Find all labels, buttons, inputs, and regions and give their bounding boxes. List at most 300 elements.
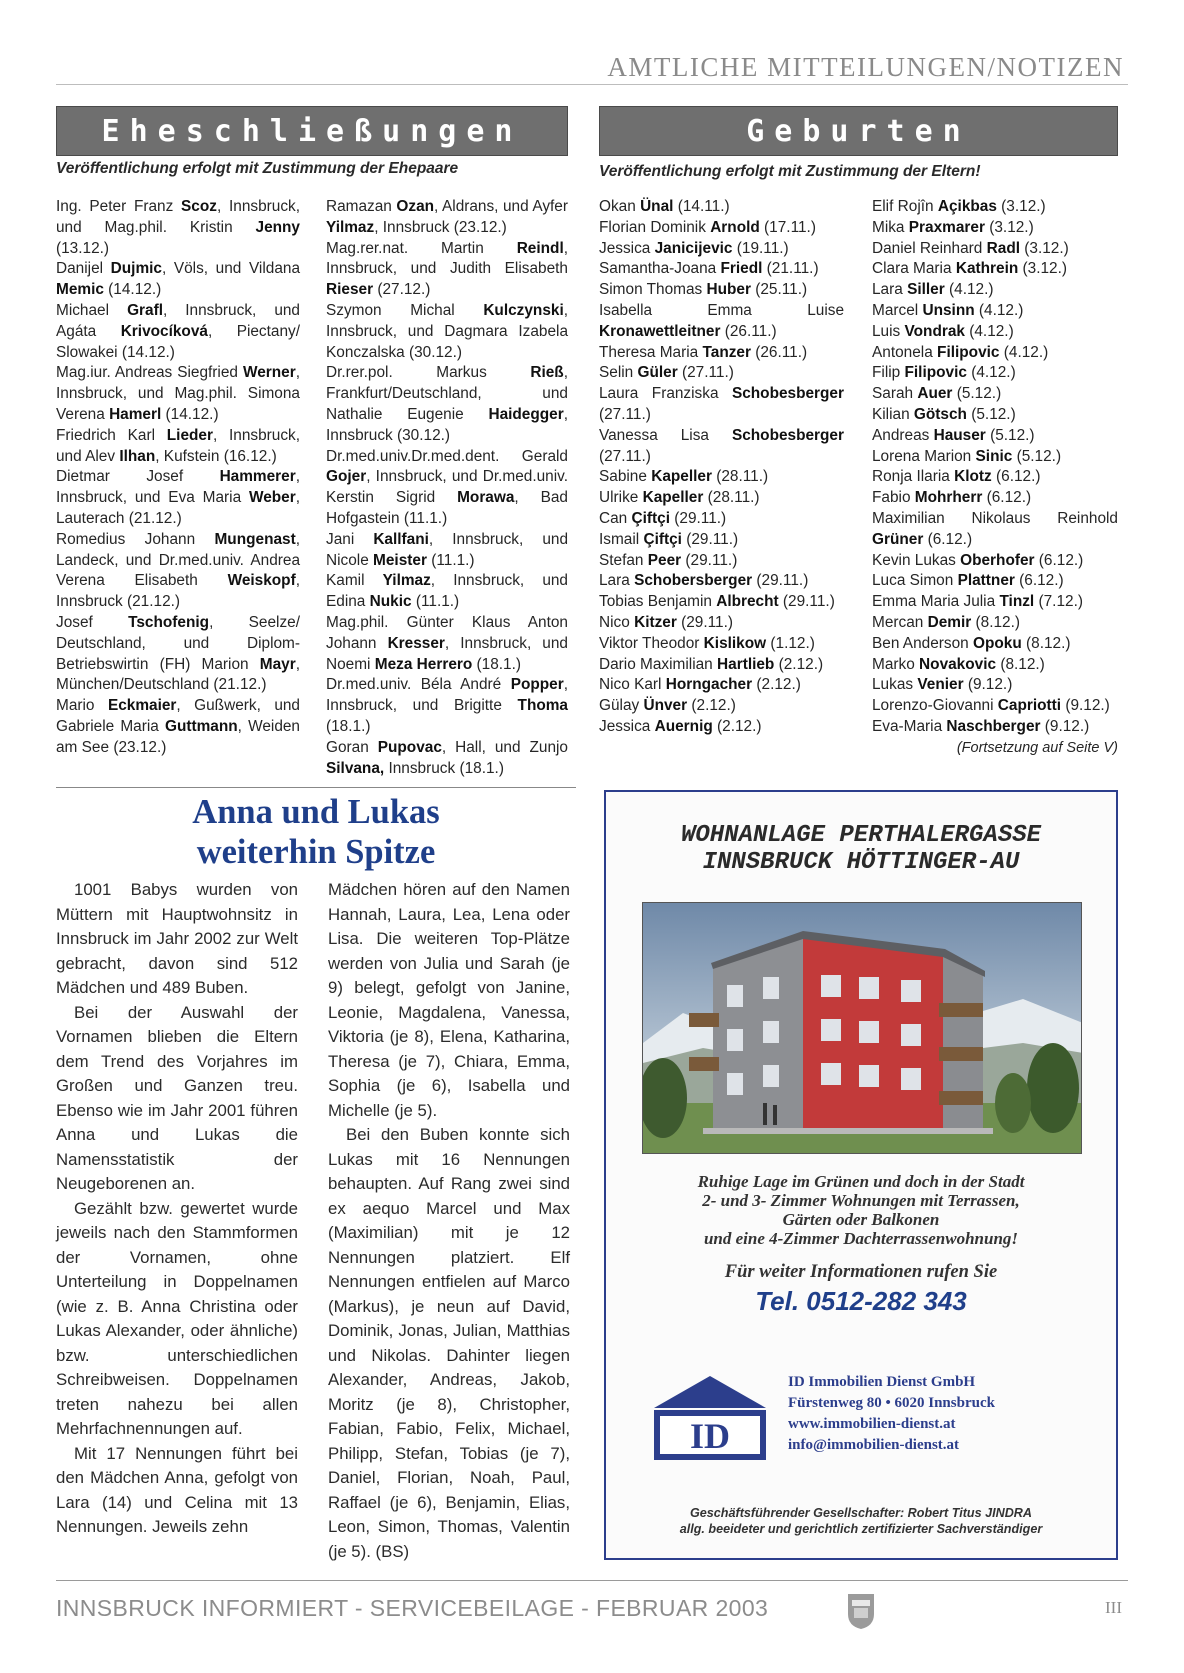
name-text: (19.11.) (732, 239, 789, 257)
surname: Reindl (516, 239, 564, 257)
name-text: Andreas (872, 426, 934, 444)
surname: Hamerl (109, 405, 162, 423)
name-entry (872, 675, 1118, 696)
name-entry (872, 363, 1118, 384)
surname: Tanzer (702, 343, 751, 361)
name-text: , Piectany/ Slowakei (14.12.) (56, 322, 300, 361)
article-column-1 (56, 878, 298, 1540)
name-text: (11.1.) (426, 551, 475, 569)
name-text: (2.12.) (687, 697, 736, 715)
name-text: Lara (872, 281, 908, 299)
name-text: Kilian (872, 405, 914, 423)
name-text: Samantha-Joana (599, 260, 721, 278)
name-text: Marko (872, 655, 920, 673)
surname: Radl (986, 239, 1021, 257)
surname: Götsch (913, 405, 967, 423)
name-text: Dr.med.univ.Dr.med.dent. Gerald (326, 447, 568, 465)
name-text: (8.12.) (971, 613, 1020, 631)
births-column-1 (599, 197, 844, 738)
company-website[interactable]: www.immobilien-dienst.at (788, 1416, 956, 1432)
name-text: , Hall, und Zunjo (441, 738, 568, 756)
surname: Huber (706, 281, 751, 299)
name-entry (599, 530, 844, 551)
name-text: Vanessa Lisa (599, 426, 732, 444)
name-entry (599, 551, 844, 572)
surname: Janicijevic (654, 239, 733, 257)
surname: Güler (637, 364, 678, 382)
city-crest-icon (846, 1592, 876, 1630)
article-headline-line-2: weiterhin Spitze (196, 833, 436, 871)
surname: Weber (248, 489, 296, 507)
surname: Friedl (720, 260, 763, 278)
real-estate-ad (604, 790, 1118, 1560)
name-entry (599, 259, 844, 280)
ad-feature-line: 2- und 3- Zimmer Wohnungen mit Terrassen, (702, 1191, 1020, 1210)
name-entry (872, 447, 1118, 468)
name-text: , Landeck, und Dr.med.univ. Andrea Verena Elisabeth (56, 530, 300, 590)
name-entry (56, 197, 300, 259)
name-text: (6.12.) (982, 489, 1032, 507)
births-heading: Geburten (599, 106, 1118, 156)
name-entry (872, 717, 1118, 738)
name-text: Daniel Reinhard (872, 239, 987, 257)
name-text: , Innsbruck, und Brigitte (326, 676, 568, 715)
name-text: Ronja Ilaria (872, 468, 955, 486)
name-entry (872, 571, 1118, 592)
surname: Scoz (181, 198, 217, 215)
name-text: Gülay (599, 697, 644, 715)
name-text: Fabio (872, 489, 915, 507)
name-text: (13.12.) (56, 239, 110, 257)
article-paragraph: Mädchen hören auf den Namen Hannah, Laura, Lea, Lena oder Lisa. Die weiteren Top-Plätze werden von Julia und Sarah (je 9) belegt, gefolgt von Janine, Leonie, Magdalena, Vanessa, Viktoria (je 8), Elena, Katharina, Theresa (je 7), Chiara, Emma, Sophia (je 6), Isabella und Michelle (je 5). (328, 880, 570, 1120)
name-text: (28.11.) (711, 468, 769, 486)
surname: Açikbas (937, 198, 997, 215)
surname: Meister (373, 551, 427, 569)
name-text: (4.12.) (964, 322, 1014, 340)
building-photo (642, 902, 1082, 1154)
name-entry (326, 447, 568, 530)
name-text: (3.12.) (984, 218, 1034, 236)
article-paragraph: Gezählt bzw. gewertet wurde jeweils nach den Stammformen der Vornamen, ohne Unterteilung in Doppelnamen (wie z. B. Anna Christina oder Lukas Alexander, oder ähnliche) bzw. unterschiedlichen Schreibweisen. Doppelnamen treten nahezu bei allen Mehrfachnennungen auf. (56, 1198, 298, 1438)
ad-title-line-1: WOHNANLAGE PERTHALERGASSE (680, 822, 1042, 849)
name-text: Can (599, 509, 632, 527)
marriages-column-1 (56, 197, 300, 759)
surname: Weiskopf (227, 572, 296, 590)
name-entry (872, 551, 1118, 572)
name-text: Stefan (599, 551, 648, 569)
id-immobilien-logo (650, 1372, 770, 1464)
surname: Horngacher (665, 676, 753, 694)
surname: Praxmarer (908, 218, 985, 236)
article-paragraph: Bei der Auswahl der Vornamen blieben die Eltern dem Trend des Vorjahres im Großen und Ganzen treu. Ebenso wie im Jahr 2001 führen Anna und Lukas die Namensstatistik der Neugeborenen an. (56, 1002, 298, 1193)
surname: Dujmic (110, 260, 162, 278)
name-text: Luca Simon (872, 572, 958, 590)
name-entry (599, 467, 844, 488)
surname: Kapeller (651, 468, 712, 486)
article-paragraph: 1001 Babys wurden von Müttern mit Hauptwohnsitz in Innsbruck im Jahr 2002 zur Welt gebracht, davon sind 512 Mädchen und 489 Buben. (56, 880, 298, 997)
name-entry (56, 259, 300, 301)
name-text: Ulrike (599, 489, 643, 507)
surname: Naschberger (946, 717, 1041, 735)
name-text: Florian Dominik (599, 218, 711, 236)
name-text: Simon Thomas (599, 281, 707, 299)
name-text: , Innsbruck, und Eva Maria (56, 468, 300, 507)
name-text: (5.12.) (1012, 447, 1062, 465)
name-entry (56, 426, 300, 468)
name-text: (6.12.) (923, 530, 973, 548)
name-text: Dietmar Josef (56, 468, 220, 486)
name-text: Szymon Michal (326, 301, 484, 319)
logo-text: ID (689, 1416, 731, 1456)
surname: Demir (927, 613, 972, 631)
surname: Haidegger (488, 405, 564, 423)
name-text: (17.11.) (759, 218, 816, 236)
surname: Hartlieb (717, 655, 775, 673)
marriages-column-2 (326, 197, 568, 779)
surname: Schobesberger (731, 426, 844, 444)
surname: Capriotti (997, 697, 1062, 715)
name-text: (18.1.) (326, 717, 371, 735)
name-text: Ramazan (326, 198, 397, 215)
name-text: , Innsbruck, und Agáta (56, 301, 300, 340)
name-text: (6.12.) (1034, 551, 1084, 569)
name-entry (599, 655, 844, 676)
page-section-title: AMTLICHE MITTEILUNGEN/NOTIZEN (607, 52, 1124, 82)
surname: Yilmaz (326, 218, 375, 236)
surname: Albrecht (716, 593, 779, 611)
article-column-2 (328, 878, 570, 1564)
name-text: Eva-Maria (872, 717, 947, 735)
name-text: , Innsbruck (30.12.) (326, 405, 568, 444)
name-text: , Innsbruck, und Dr.med.univ. Kerstin Sigrid (326, 468, 568, 507)
name-text: (28.11.) (703, 489, 760, 507)
ad-phone[interactable]: Tel. 0512-282 343 (755, 1286, 967, 1316)
name-text: (21.11.) (762, 260, 819, 278)
name-text: Lukas (872, 676, 918, 694)
name-text: Ben Anderson (872, 634, 973, 652)
name-text: , Innsbruck, und Alev (56, 426, 300, 465)
surname: Memic (56, 281, 104, 299)
ad-features (616, 1172, 1106, 1248)
name-entry (599, 343, 844, 364)
name-text: Kamil (326, 572, 383, 590)
name-text: Kevin Lukas (872, 551, 961, 569)
footer-divider (56, 1580, 1128, 1581)
surname: Grüner (872, 530, 924, 548)
name-entry (872, 509, 1118, 551)
name-text: , Völs, und Vildana (161, 260, 301, 278)
name-text: , Innsbruck (23.12.) (374, 218, 507, 236)
surname: Oberhofer (960, 551, 1035, 569)
name-text: (26.11.) (720, 322, 777, 340)
name-entry (56, 301, 300, 363)
name-entry (872, 696, 1118, 717)
name-entry (599, 488, 844, 509)
surname: Vondrak (904, 322, 965, 340)
ad-title (606, 822, 1116, 876)
name-text: Mag.iur. Andreas Siegfried (56, 364, 243, 382)
surname: Filipovic (937, 343, 1000, 361)
name-entry (599, 280, 844, 301)
name-text: (4.12.) (966, 364, 1016, 382)
surname: Nukic (369, 593, 412, 611)
company-email[interactable]: info@immobilien-dienst.at (788, 1437, 960, 1453)
name-text: (8.12.) (1021, 634, 1071, 652)
surname: Venier (917, 676, 964, 694)
surname: Çiftçi (631, 509, 670, 527)
name-text: , Innsbruck, und Mag.phil. Simona Verena (56, 364, 300, 423)
name-text: Clara Maria (872, 260, 956, 278)
surname: Siller (907, 281, 945, 299)
name-text: Romedius Johann (56, 530, 215, 548)
name-text: (4.12.) (944, 281, 994, 299)
name-text: Dr.rer.pol. Markus (326, 364, 531, 382)
name-text: Ing. Peter Franz (56, 198, 182, 215)
surname: Sinic (975, 447, 1013, 465)
name-text: (9.12.) (963, 676, 1013, 694)
article-headline (56, 792, 576, 872)
name-text: (6.12.) (1014, 572, 1064, 590)
name-text: (3.12.) (1018, 260, 1068, 278)
name-text: (2.12.) (774, 655, 824, 673)
name-text: Laura Franziska (599, 385, 732, 403)
surname: Lieder (166, 426, 213, 444)
name-text: (29.11.) (681, 530, 739, 548)
ad-legal-line-1: Geschäftsführender Gesellschafter: Robert Titus JINDRA (690, 1506, 1032, 1520)
name-entry (599, 675, 844, 696)
name-text: Dario Maximilian (599, 655, 718, 673)
surname: Plattner (957, 572, 1015, 590)
surname: Kallfani (373, 530, 429, 548)
name-entry (599, 592, 844, 613)
name-entry (872, 239, 1118, 260)
surname: Tschofenig (128, 613, 210, 631)
surname: Ünver (643, 697, 688, 715)
name-entry (872, 280, 1118, 301)
name-text: Friedrich Karl (56, 426, 167, 444)
name-text: (27.11.) (677, 364, 734, 382)
name-text: Elif Rojîn (872, 198, 938, 215)
surname: Auernig (654, 717, 713, 735)
name-text: , Innsbruck, und Mag.phil. Kristin (56, 198, 300, 236)
name-text: , Aldrans, und Ayfer (434, 198, 568, 215)
name-entry (326, 738, 568, 780)
surname: Krivocíková (120, 322, 208, 340)
continuation-note: (Fortsetzung auf Seite V) (956, 739, 1118, 756)
name-entry (599, 717, 844, 738)
name-entry (56, 363, 300, 425)
surname: Novakovic (919, 655, 997, 673)
name-entry (872, 655, 1118, 676)
surname: Rieß (530, 364, 564, 382)
name-text: (29.11.) (676, 613, 734, 631)
name-text: Dr.med.univ. Béla André (326, 676, 511, 694)
name-text: , Weiden am See (23.12.) (56, 717, 300, 756)
name-entry (599, 613, 844, 634)
name-text: Isabella Emma Luise (599, 301, 844, 319)
name-text: (2.12.) (712, 717, 762, 735)
name-entry (599, 384, 844, 426)
surname: Rieser (326, 281, 374, 299)
name-text: (1.12.) (766, 634, 815, 652)
name-entry (326, 571, 568, 613)
name-text: (6.12.) (991, 468, 1041, 486)
name-text: (3.12.) (1020, 239, 1069, 257)
name-entry (326, 363, 568, 446)
name-entry (326, 613, 568, 675)
name-text: Lara (599, 572, 635, 590)
name-entry (872, 259, 1118, 280)
name-text: Mario (56, 697, 108, 715)
article-paragraph: Mit 17 Nennungen führt bei den Mädchen Anna, gefolgt von Lara (14) und Celina mit 13 Nennungen. Jeweils zehn (56, 1443, 298, 1536)
name-text: , Lauterach (21.12.) (56, 489, 300, 527)
surname: Ünal (640, 198, 674, 215)
name-text: Viktor Theodor (599, 634, 704, 652)
name-entry (599, 634, 844, 655)
surname: Ozan (396, 198, 435, 215)
surname: Yilmaz (382, 572, 431, 590)
name-text: Tobias Benjamin (599, 593, 717, 611)
name-entry (599, 696, 844, 717)
name-text: , Innsbruck, und Dagmara Izabela Konczalska (30.12.) (326, 301, 568, 361)
surname: Hammerer (219, 468, 296, 486)
surname: Werner (242, 364, 296, 382)
name-text: (8.12.) (996, 655, 1045, 673)
marriages-heading: Eheschließungen (56, 106, 568, 156)
name-entry (872, 197, 1118, 218)
name-text: Jessica (599, 239, 655, 257)
surname: Eckmaier (107, 697, 177, 715)
name-text: (29.11.) (778, 593, 835, 611)
name-entry (872, 301, 1118, 322)
article-headline-line-1: Anna und Lukas (192, 793, 440, 831)
name-text: , Innsbruck, und Noemi (326, 634, 568, 673)
name-text: Antonela (872, 343, 938, 361)
company-name: ID Immobilien Dienst GmbH (788, 1374, 976, 1390)
ad-info-text: Für weiter Informationen rufen Sie (724, 1262, 998, 1282)
name-entry (56, 696, 300, 758)
name-entry (872, 218, 1118, 239)
surname: Klotz (954, 468, 992, 486)
ad-feature-line: und eine 4-Zimmer Dachterrassenwohnung! (703, 1229, 1019, 1248)
name-entry (599, 571, 844, 592)
name-entry (872, 634, 1118, 655)
name-text: (27.11.) (599, 405, 651, 423)
surname: Mungenast (214, 530, 296, 548)
surname: Auer (917, 385, 953, 403)
name-entry (599, 218, 844, 239)
company-contact (788, 1372, 995, 1456)
surname: Hauser (933, 426, 986, 444)
name-entry (326, 675, 568, 737)
surname: Arnold (710, 218, 760, 236)
surname: Mohrherr (914, 489, 983, 507)
name-text: Mercan (872, 613, 928, 631)
name-text: Filip (872, 364, 905, 382)
name-entry (872, 467, 1118, 488)
surname: Kislikow (703, 634, 767, 652)
name-text: (14.11.) (673, 198, 730, 215)
name-text: (4.12.) (999, 343, 1049, 361)
surname: Kapeller (642, 489, 704, 507)
name-text: Nico (599, 613, 635, 631)
marriages-subtitle: Veröffentlichung erfolgt mit Zustimmung der Ehepaare (56, 160, 459, 177)
surname: Meza Herrero (374, 655, 473, 673)
name-text: , Seelze/ Deutschland, und Diplom-Betriebswirtin (FH) Marion (56, 613, 300, 673)
name-entry (872, 343, 1118, 364)
name-text: Luis (872, 322, 905, 340)
section-divider (56, 787, 576, 788)
surname: Jenny (255, 218, 300, 236)
name-text: (27.11.) (599, 447, 651, 465)
name-text: , Bad Hofgastein (11.1.) (326, 489, 568, 527)
name-text: Jani (326, 530, 374, 548)
name-text: Selin (599, 364, 638, 382)
name-text: , Gußwerk, und Gabriele Maria (56, 697, 300, 735)
name-text: (14.12.) (161, 405, 219, 423)
name-entry (872, 384, 1118, 405)
surname: Pupovac (377, 738, 442, 756)
surname: Mayr (259, 655, 296, 673)
name-text: (14.12.) (103, 281, 162, 299)
name-text: (3.12.) (996, 198, 1046, 215)
name-entry (872, 405, 1118, 426)
surname: Kronawettleitner (599, 322, 721, 340)
surname: Unsinn (922, 301, 975, 319)
name-text: , Innsbruck, und Edina (326, 572, 568, 611)
name-text: Michael (56, 301, 128, 319)
surname: Gojer (326, 468, 367, 486)
header-divider (56, 84, 1128, 85)
ad-feature-line: Ruhige Lage im Grünen und doch in der Stadt (697, 1172, 1025, 1191)
name-entry (326, 197, 568, 239)
surname: Grafl (127, 301, 163, 319)
name-entry (872, 613, 1118, 634)
article-paragraph: Bei den Buben konnte sich Lukas mit 16 Nennungen behaupten. Auf Rang zwei sind ex aequo Marcel und Max (Maximilian) mit je 12 Nennungen platziert. Elf Nennungen entfielen auf Marco (Markus), je neun auf David, Dominik, Jonas, Julian, Matthias und Nikolas. Dahinter liegen Alexander, Andreas, Jakob, Moritz (je 8), Christopher, Fabian, Fabio, Felix, Michael, Philipp, Stefan, Tobias (je 7), Daniel, Florian, Noah, Paul, Raffael (je 6), Benjamin, Elias, Leon, Simon, Thomas, Valentin (je 5). (BS) (328, 1125, 570, 1561)
name-text: , Kufstein (16.12.) (155, 447, 277, 465)
name-text: Josef (56, 613, 129, 631)
name-text: Ismail (599, 530, 644, 548)
name-entry (599, 426, 844, 468)
name-text: Mag.rer.nat. Martin (326, 239, 517, 257)
name-entry (599, 509, 844, 530)
name-entry (872, 322, 1118, 343)
name-text: (18.1.) (472, 655, 522, 673)
name-text: , Frankfurt/Deutschland, und Nathalie Eugenie (326, 364, 568, 423)
births-subtitle: Veröffentlichung erfolgt mit Zustimmung der Eltern! (599, 163, 981, 180)
surname: Kitzer (634, 613, 677, 631)
name-entry (599, 197, 844, 218)
name-text: Danijel (56, 260, 111, 278)
name-text: (7.12.) (1034, 593, 1083, 611)
name-text: Emma Maria Julia (872, 593, 1000, 611)
surname: Silvana, (326, 759, 385, 777)
ad-title-line-2: INNSBRUCK HÖTTINGER-AU (702, 849, 1020, 876)
name-text: (29.11.) (670, 509, 727, 527)
name-entry (599, 239, 844, 260)
name-text: Mika (872, 218, 909, 236)
name-text: Innsbruck (18.1.) (384, 759, 504, 777)
name-text: Lorenzo-Giovanni (872, 697, 998, 715)
publication-footer: INNSBRUCK INFORMIERT - SERVICEBEILAGE - FEBRUAR 2003 (56, 1595, 769, 1621)
name-text: Sarah (872, 385, 918, 403)
name-text: (2.12.) (752, 676, 801, 694)
name-text: Lorena Marion (872, 447, 976, 465)
name-entry (56, 530, 300, 613)
name-entry (56, 613, 300, 696)
surname: Opoku (972, 634, 1022, 652)
name-text: (5.12.) (952, 385, 1002, 403)
